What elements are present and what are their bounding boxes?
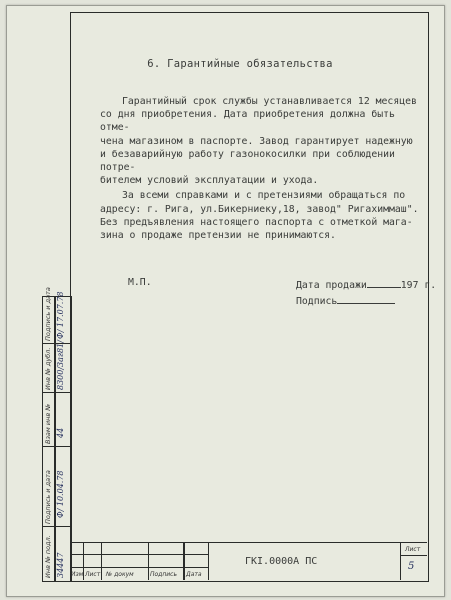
side-value-sign-date-1: Ф/ 10.04.78 (56, 470, 65, 518)
side-label-inv-dup: Инв № дубл. (44, 347, 52, 390)
side-label-replace-inv: Взам инв № (44, 404, 52, 444)
sheet-label: Лист (405, 546, 421, 553)
warranty-paragraph: Гарантийный срок службы устанавливается 12 месяцев со дня приобретения. Дата приобретения должна быть отме- чена магазином в паспорте. Завод гарантирует надежную и безаварийную работу газонокосилки при соблюдении потре- бителем условий эксплуатации и ухода. (100, 96, 417, 187)
col-date: Дата (186, 571, 202, 578)
claims-paragraph: За всеми справками и с претензиями обращаться по адресу: г. Рига, ул.Бикерниеку,18, завод" Ригахиммаш". Без предъявления настоящего паспорта с отметкой мага- зина о продаже претензии не принимаются. (100, 190, 419, 242)
sale-date-label: Дата продажи (296, 280, 367, 291)
side-label-sign-date-1: Подпись и дата (44, 470, 52, 524)
section-title: 6. Гарантийные обязательства (147, 58, 333, 70)
sale-block (296, 277, 436, 309)
stamp-place-label: М.П. (128, 277, 152, 288)
document-code: ГКI.0000А ПС (245, 556, 318, 567)
side-value-inv-dup: 8300/3аг81/ (56, 340, 65, 390)
sheet-number: 5 (408, 561, 415, 572)
signature-blank (337, 293, 395, 304)
col-change: Изм (71, 571, 84, 578)
side-label-inv-orig: Инв № подл. (44, 535, 52, 578)
side-value-replace-inv: 44 (56, 427, 65, 438)
sale-year-suffix: 197 г. (400, 280, 437, 291)
body-text (100, 95, 420, 244)
col-sheet: Лист (85, 571, 101, 578)
side-value-sign-date-2: Ф/ 17.07.78 (56, 291, 65, 339)
side-value-inv-orig: 34447 (56, 552, 65, 578)
sale-date-blank (367, 277, 401, 288)
signature-label: Подпись (296, 296, 338, 307)
col-signature: Подпись (150, 571, 177, 578)
side-label-sign-date-2: Подпись и дата (44, 287, 52, 341)
col-doc-number: № докум (106, 571, 134, 578)
